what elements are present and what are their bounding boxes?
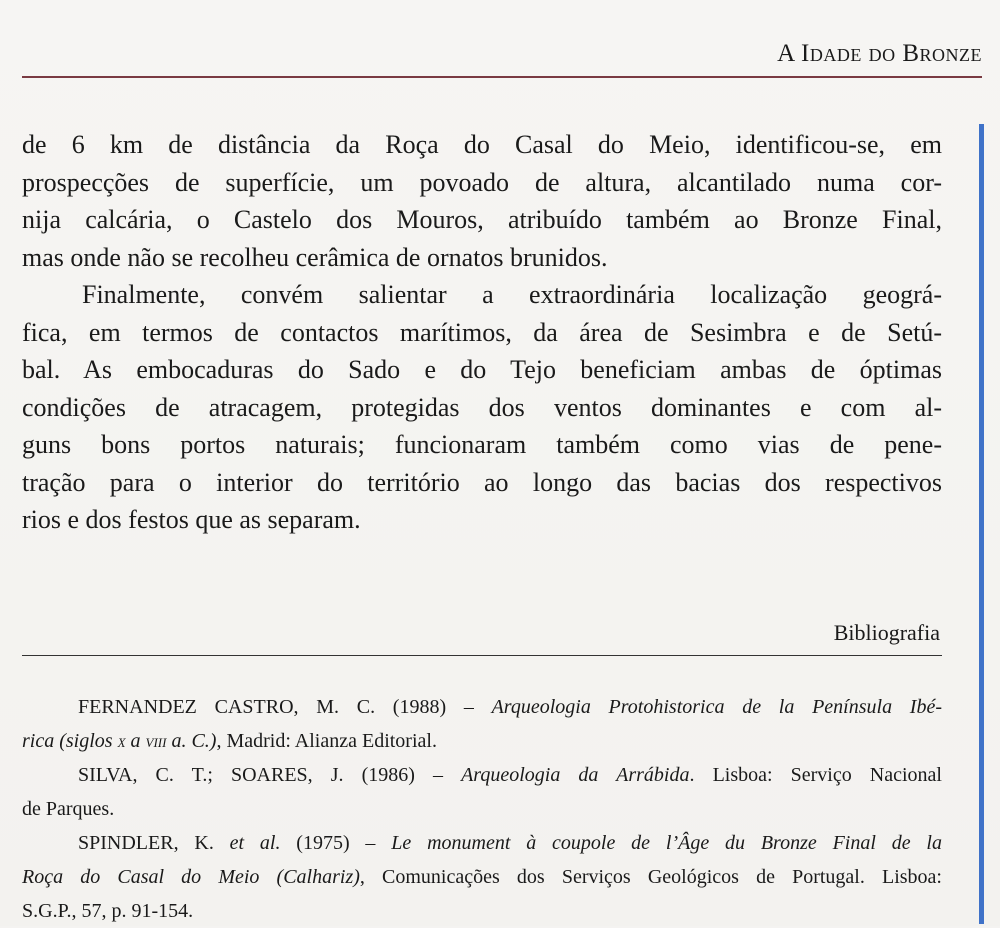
paragraph-2-line: fica, em termos de contactos marítimos, da área de Sesimbra e de Setú- [22,317,942,347]
bib-title: Roça do Casal do Meio (Calhariz) [22,866,360,888]
running-header: A Idade do Bronze [777,40,982,67]
bib-publisher: , Comunicações dos Serviços Geológicos de Portugal. Lisboa: [359,866,942,888]
bib-author: FERNANDEZ CASTRO, M. C. (1988) – [78,696,492,718]
bib-publisher: . Lisboa: Serviço Nacional [689,764,942,786]
bib-entry-3-line [22,826,942,860]
bib-title: Arqueologia Protohistorica de la Península Ibé- [491,696,942,718]
paragraph-2-line: rios e dos festos que as separam. [22,505,361,534]
bibliography-list [22,690,942,928]
paragraph-1-line: prospecções de superfície, um povoado de altura, alcantilado numa cor- [22,167,942,197]
bib-entry-3-line [22,860,942,894]
header-rule [22,76,982,78]
paragraph-2-line: tração para o interior do território ao longo das bacias dos respectivos [22,467,942,497]
bib-author: SPINDLER, K. [78,832,230,854]
paragraph-2-line: Finalmente, convém salientar a extraordinária localização geográ- [82,280,942,309]
bib-publisher: de Parques. [22,798,115,820]
bib-etal: et al. [229,832,281,854]
page-edge-marker [979,124,984,924]
paragraph-2-line: bal. As embocaduras do Sado e do Tejo beneficiam ambas de óptimas [22,355,942,384]
bib-entry-2-line [22,758,942,792]
paragraph-2-line: guns bons portos naturais; funcionaram também como vias de pene- [22,430,942,459]
bib-year: (1975) – [280,832,392,854]
bibliography-heading: Bibliografia [833,620,940,645]
bib-publisher: , Madrid: Alianza Editorial. [216,730,437,752]
bibliography-rule [22,655,942,656]
bib-author: SILVA, C. T.; SOARES, J. (1986) – [78,764,462,786]
paragraph-1-line: de 6 km de distância da Roça do Casal do Meio, identificou-se, em [22,130,942,159]
bib-title: Le monument à coupole de l’Âge du Bronze Final de la [391,832,942,854]
bib-title: Arqueologia da Arrábida [461,764,690,786]
paragraph-1-line: mas onde não se recolheu cerâmica de ornatos brunidos. [22,242,608,272]
bib-entry-3-line [22,894,942,928]
paragraph-1-line: nija calcária, o Castelo dos Mouros, atribuído também ao Bronze Final, [22,205,942,234]
bib-publisher: S.G.P., 57, p. 91-154. [22,900,194,922]
bib-entry-1-line [22,724,942,758]
bib-entry-1-line [22,690,942,724]
body-text [22,126,942,539]
bib-title: rica (siglos x a viii a. C.) [22,730,217,752]
bib-entry-2-line [22,792,942,826]
paragraph-2-line: condições de atracagem, protegidas dos ventos dominantes e com al- [22,392,942,422]
